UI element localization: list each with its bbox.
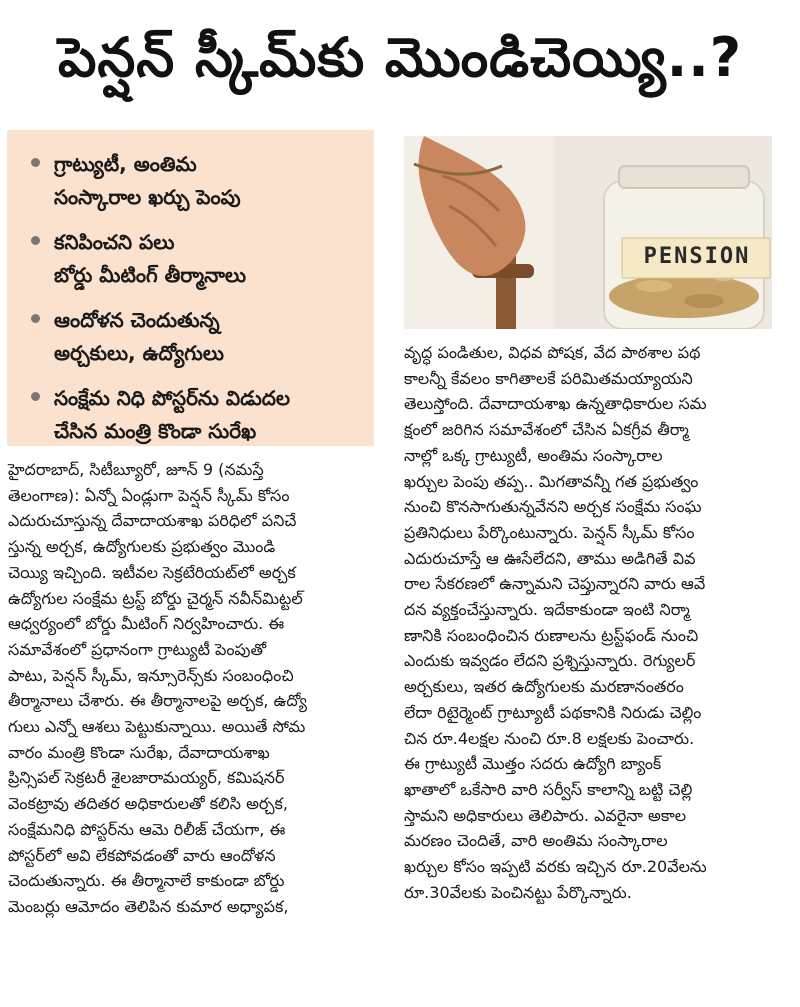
article-column-right: వృద్ధ పండితుల, విధవ పోషక, వేద పాఠశాల పథ కాలన్నీ కేవలం కాగితాలకే పరిమితమయ్యాయని తెలుస్తోంది. దేవాదాయశాఖ ఉన్నతాధికారుల సమ క్షంలో జరిగిన సమావేశంలో చేసిన ఏకగ్రీవ తీర్మా నాల్లో ఒక్క గ్రాట్యుటీ, అంతిమ సంస్కారాల ఖర్చుల పెంపు తప్ప.. మిగతావన్నీ గత ప్రభుత్వం నుంచి కొనసాగుతున్నవేనని అర్చక సంక్షేమ సంఘ ప్రతినిధులు పేర్కొంటున్నారు. పెన్షన్‌ స్కీమ్‌ కోసం ఎదురుచూస్తే ఆ ఊసేలేదని, తాము అడిగితే వివ రాల సేకరణలో ఉన్నామని చెప్తున్నారని వారు ఆవే దన వ్యక్తంచేస్తున్నారు. ఇదేకాకుండా ఇంటి నిర్మా ణానికి సంబంధించిన రుణాలను ట్రస్ట్‌ఫండ్‌ నుంచి ఎందుకు ఇవ్వడం లేదని ప్రశ్నిస్తున్నారు. రెగ్యులర్‌ అర్చకులు, ఇతర ఉద్యోగులకు మరణానంతరం లేదా రిటైర్మెంట్‌ గ్రాట్యూటీ పథకానికి నిరుడు చెల్లిం చిన రూ.4లక్షల నుంచి రూ.8 లక్షలకు పెంచారు. ఈ గ్రాట్యుటీ మొత్తం సదరు ఉద్యోగి బ్యాంక్‌ ఖాతాలో ఒకేసారి వారి సర్వీస్‌ కాలాన్ని బట్టి చెల్లి స్తామని అధికారులు తెలిపారు. ఎవరైనా అకాల మరణం చెందితే, వారి అంతిమ సంస్కారాల ఖర్చుల కోసం ఇప్పటి వరకు ఇచ్చిన రూ.20వేలను రూ.30వేలకు పెంచినట్టు పేర్కొన్నారు.: [404, 343, 707, 902]
highlight-text: కనిపించని పలు బోర్డు మీటింగ్‌ తీర్మానాలు: [54, 230, 246, 287]
highlight-text: గ్రాట్యుటీ, అంతిమ సంస్కారాల ఖర్చు పెంపు: [54, 152, 241, 209]
highlight-item: [27, 304, 362, 370]
highlight-item: [27, 382, 362, 448]
jar-label: PENSION: [643, 244, 751, 269]
highlight-item: [27, 226, 362, 292]
headline: పెన్షన్‌ స్కీమ్‌కు మొండిచెయ్యి..?: [57, 26, 743, 89]
article-column-left: హైదరాబాద్‌, సిటీబ్యూరో, జూన్‌ 9 (నమస్తే తెలంగాణ): ఏన్నో ఏండ్లుగా పెన్షన్‌ స్కీమ్‌ కోసం ఎదురుచూస్తున్న దేవాదాయశాఖ పరిధిలో పనిచే స్తున్న అర్చక, ఉద్యోగులకు ప్రభుత్వం మొండి చెయ్యి ఇచ్చింది. ఇటీవల సెక్రటేరియట్‌లో అర్చక ఉద్యోగుల సంక్షేమ ట్రస్ట్‌ బోర్డు చైర్మన్‌ నవీన్‌మిట్టల్‌ ఆధ్వర్యంలో బోర్డు మీటింగ్‌ నిర్వహించారు. ఈ సమావేశంలో ప్రధానంగా గ్రాట్యుటీ పెంపుతో పాటు, పెన్షన్‌ స్కీమ్‌, ఇన్సూరెన్స్‌కు సంబంధించి తీర్మానాలు చేశారు. ఈ తీర్మానాలపై అర్చక, ఉద్యో గులు ఎన్నో ఆశలు పెట్టుకున్నాయి. అయితే సోమ వారం మంత్రి కొండా సురేఖ, దేవాదాయశాఖ ప్రిన్సిపల్‌ సెక్రటరీ శైలజారామయ్యర్‌, కమిషనర్‌ వెంకట్రావు తదితర అధికారులతో కలిసి అర్చక, సంక్షేమనిధి పోస్టర్‌ను ఆమె రిలీజ్‌ చేయగా, ఈ పోస్టర్‌లో అవి లేకపోవడంతో వారు ఆందోళన చెందుతున్నారు. ఈ తీర్మానాలే కాకుండా బోర్డు మెంబర్లు ఆమోదం తెలిపిన కుమార అధ్యాపక,: [8, 460, 307, 916]
bullet-icon: [31, 236, 40, 245]
highlight-text: సంక్షేమ నిధి పోస్టర్‌ను విడుదల చేసిన మంత్రి కొండా సురేఖ: [54, 386, 291, 443]
highlight-text: ఆందోళన చెందుతున్న అర్చకులు, ఉద్యోగులు: [54, 308, 224, 365]
bullet-icon: [31, 158, 40, 167]
pension-jar-image: [404, 136, 772, 329]
bullet-icon: [31, 392, 40, 401]
bullet-icon: [31, 314, 40, 323]
highlights-box: [7, 130, 374, 446]
pension-photo: [404, 136, 772, 329]
highlight-item: [27, 148, 362, 214]
